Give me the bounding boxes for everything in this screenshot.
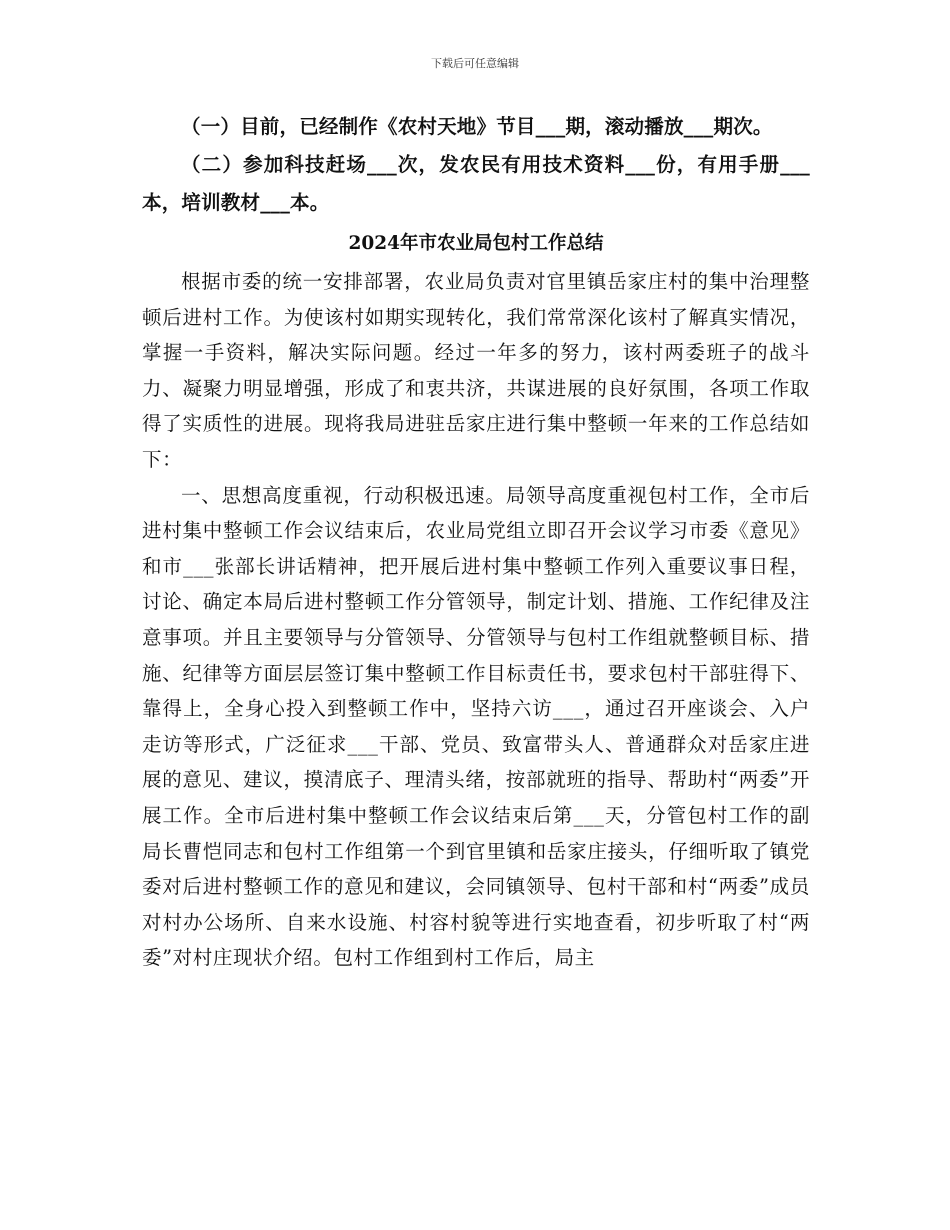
header-note: 下载后可任意编辑 [431,57,519,70]
document-title: 2024年市农业局包村工作总结 [348,233,604,254]
paragraph-item-1: （一）目前，已经制作《农村天地》节目___期，滚动播放___期次。 [181,115,773,138]
paragraph-item-2: （二）参加科技赶场___次，发农民有用技术资料___份，有用手册___本，培训教材___本。 [142,153,810,214]
body-paragraph-section-1: 一、思想高度重视，行动积极迅速。局领导高度重视包村工作，全市后进村集中整顿工作会议结束后，农业局党组立即召开会议学习市委《意见》和市___张部长讲话精神，把开展后进村集中整顿工作列入重要议事日程，讨论、确定本局后进村整顿工作分管领导，制定计划、措施、工作纪律及注意事项。并且主要领导与分管领导、分管领导与包村工作组就整顿目标、措施、纪律等方面层层签订集中整顿工作目标责任书，要求包村干部驻得下、靠得上，全身心投入到整顿工作中，坚持六访___，通过召开座谈会、入户走访等形式，广泛征求___干部、党员、致富带头人、普通群众对岳家庄进展的意见、建议，摸清底子、理清头绪，按部就班的指导、帮助村“两委”开展工作。全市后进村集中整顿工作会议结束后第___天，分管包村工作的副局长曹恺同志和包村工作组第一个到官里镇和岳家庄接头，仔细听取了镇党委对后进村整顿工作的意见和建议，会同镇领导、包村干部和村“两委”成员对村办公场所、自来水设施、村容村貌等进行实地查看，初步听取了村“两委”对村庄现状介绍。包村工作组到村工作后，局主 [142,483,810,970]
body-paragraph-intro: 根据市委的统一安排部署，农业局负责对官里镇岳家庄村的集中治理整顿后进村工作。为使该村如期实现转化，我们常常深化该村了解真实情况，掌握一手资料，解决实际问题。经过一年多的努力，该村两委班子的战斗力、凝聚力明显增强，形成了和衷共济，共谋进展的良好氛围，各项工作取得了实质性的进展。现将我局进驻岳家庄进行集中整顿一年来的工作总结如下： [142,270,810,471]
document-body [142,108,810,976]
